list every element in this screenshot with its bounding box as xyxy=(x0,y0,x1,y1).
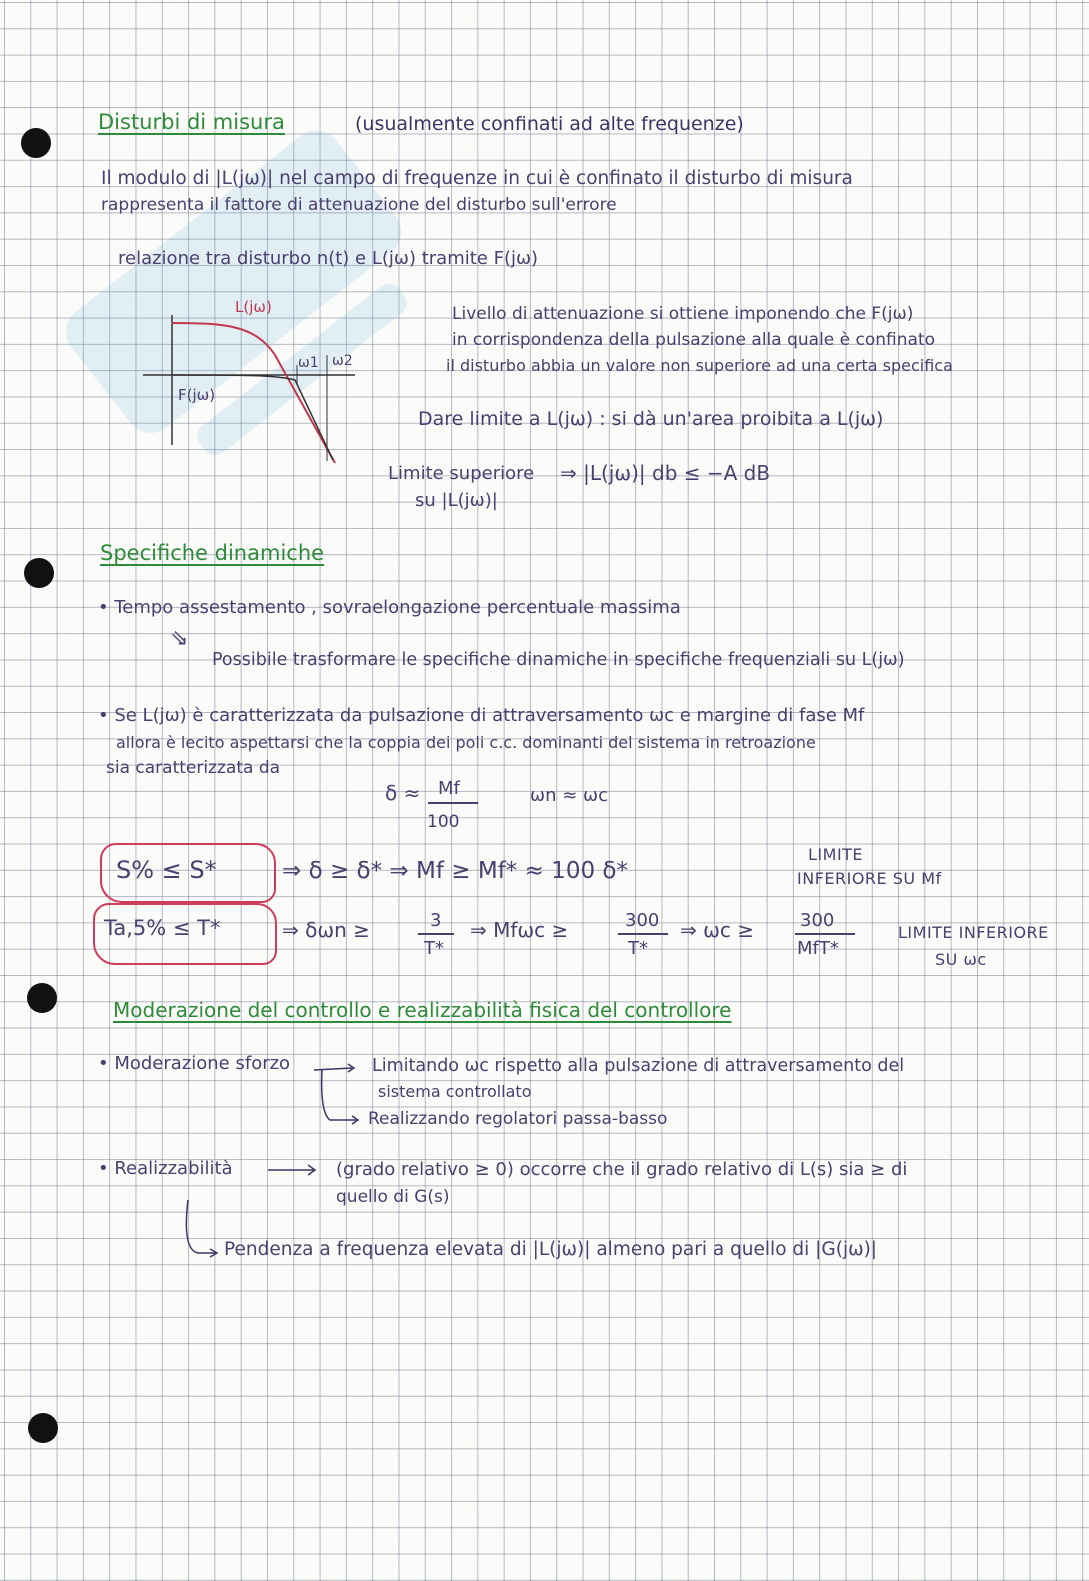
graph-label-w2: ω2 xyxy=(332,353,353,369)
se-line: • Se L(jω) è caratterizzata da pulsazione di attraversamento ωc e margine di fase Mf xyxy=(98,705,865,726)
frac2-den: T* xyxy=(628,938,648,959)
settling-chain: ⇒ ωc ≥ xyxy=(680,918,754,942)
wn-approx: ωn ≈ ωc xyxy=(530,785,608,806)
section-title-disturbi: Disturbi di misura xyxy=(98,110,285,134)
moderation-item: Limitando ωc rispetto alla pulsazione di attraversamento del xyxy=(372,1056,905,1076)
paragraph-line: rappresenta il fattore di attenuazione del disturbo sull'errore xyxy=(101,195,617,215)
settling-chain: ⇒ Mfωc ≥ xyxy=(470,918,569,942)
row1-note: LIMITE xyxy=(808,845,864,864)
se-line: sia caratterizzata da xyxy=(106,758,281,778)
moderation-item: sistema controllato xyxy=(378,1082,532,1101)
settling-chain: ⇒ δωn ≥ xyxy=(282,918,370,942)
overshoot-spec: S% ≤ S* xyxy=(116,856,217,884)
fraction-bar xyxy=(418,933,454,935)
attenuation-line: Livello di attenuazione si ottiene imponendo che F(jω) xyxy=(452,304,914,324)
upper-limit-formula: ⇒ |L(jω)| db ≤ −A dB xyxy=(560,461,771,485)
frac3-den: MfT* xyxy=(797,938,839,959)
binder-hole xyxy=(21,128,51,158)
graph-label-w1: ω1 xyxy=(298,355,319,371)
settling-spec: Ta,5% ≤ T* xyxy=(104,916,221,940)
frac1-den: T* xyxy=(424,938,444,959)
section-title-specifiche: Specifiche dinamiche xyxy=(100,541,325,565)
moderation-item: Realizzando regolatori passa-basso xyxy=(368,1109,668,1129)
realizability-label: • Realizzabilità xyxy=(98,1158,233,1179)
se-line: allora è lecito aspettarsi che la coppia dei poli c.c. dominanti del sistema in retroazione xyxy=(116,733,816,752)
relation-line: relazione tra disturbo n(t) e L(jω) tramite F(jω) xyxy=(118,248,539,269)
limit-line: Dare limite a L(jω) : si dà un'area proibita a L(jω) xyxy=(418,408,884,430)
fraction-bar xyxy=(618,933,668,935)
paragraph-line: Il modulo di |L(jω)| nel campo di frequenze in cui è confinato il disturbo di misura xyxy=(101,168,853,189)
branch-arrow xyxy=(308,1058,368,1128)
row2-note: LIMITE INFERIORE xyxy=(898,923,1049,942)
fraction-num-mf: Mf xyxy=(438,778,460,799)
realizability-item: Pendenza a frequenza elevata di |L(jω)| almeno pari a quello di |G(jω)| xyxy=(224,1239,878,1260)
attenuation-line: il disturbo abbia un valore non superiore ad una certa specifica xyxy=(446,356,953,375)
graph-label-L: L(jω) xyxy=(235,298,272,316)
bullet-line: • Tempo assestamento , sovraelongazione percentuale massima xyxy=(98,597,681,618)
binder-hole xyxy=(28,1413,58,1443)
arrow-glyph: ⇘ xyxy=(170,626,189,651)
attenuation-line: in corrispondenza della pulsazione alla quale è confinato xyxy=(452,330,936,350)
graph-label-F: F(jω) xyxy=(178,386,216,404)
fraction-bar xyxy=(795,933,855,935)
realizability-item: (grado relativo ≥ 0) occorre che il grado relativo di L(s) sia ≥ di xyxy=(336,1159,908,1180)
frac2-num: 300 xyxy=(625,910,660,931)
delta-approx: δ ≈ xyxy=(385,781,421,805)
upper-limit-label: Limite superiore xyxy=(388,463,535,484)
possible-line: Possibile trasformare le specifiche dinamiche in specifiche frequenziali su L(jω) xyxy=(212,650,905,670)
frac1-num: 3 xyxy=(430,910,442,931)
frac3-num: 300 xyxy=(800,910,835,931)
row1-note: INFERIORE SU Mf xyxy=(797,869,942,888)
moderation-label: • Moderazione sforzo xyxy=(98,1053,291,1074)
upper-limit-label: su |L(jω)| xyxy=(415,490,498,511)
row2-note: SU ωc xyxy=(935,950,987,969)
fraction-bar xyxy=(428,802,478,804)
binder-hole xyxy=(27,983,57,1013)
section-subtitle: (usualmente confinati ad alte frequenze) xyxy=(355,113,744,135)
binder-hole xyxy=(24,558,54,588)
realizability-item: quello di G(s) xyxy=(336,1187,450,1207)
fraction-den-100: 100 xyxy=(427,812,460,832)
overshoot-chain: ⇒ δ ≥ δ* ⇒ Mf ≥ Mf* ≈ 100 δ* xyxy=(282,858,628,884)
section-title-moderazione: Moderazione del controllo e realizzabilità fisica del controllore xyxy=(113,998,732,1022)
